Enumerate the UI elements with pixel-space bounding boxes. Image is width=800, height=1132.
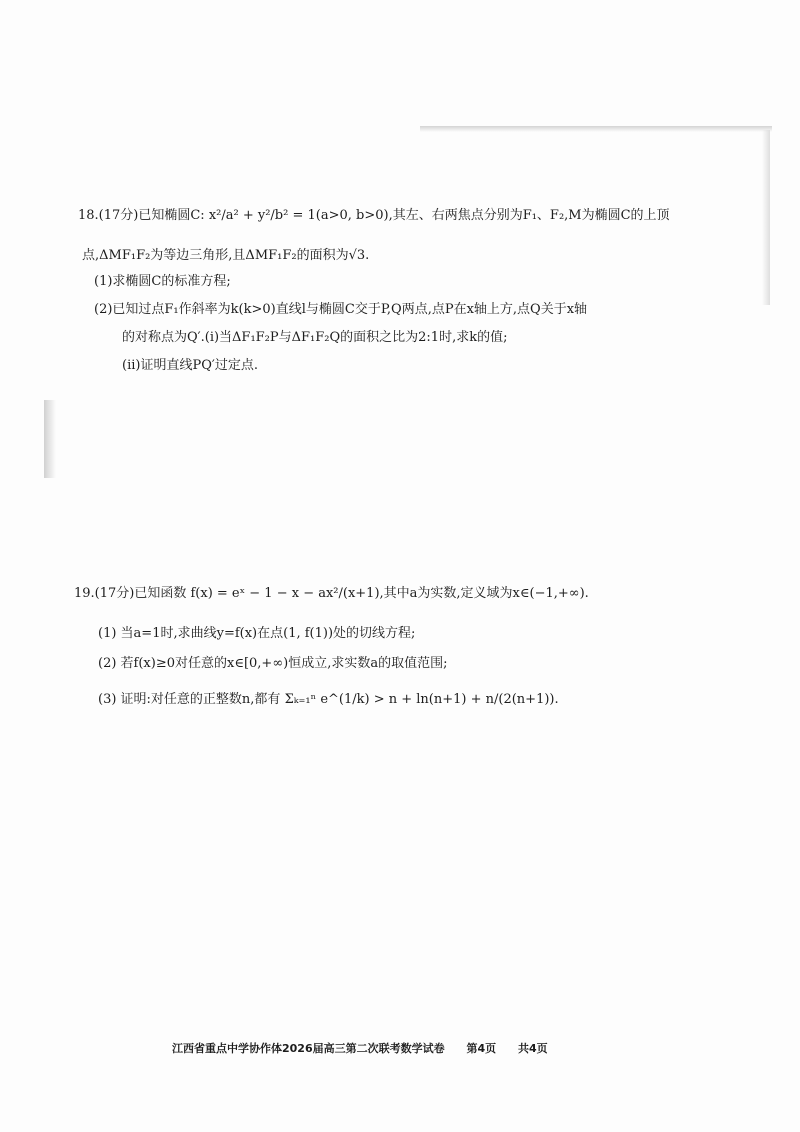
page-footer [172,1040,566,1056]
page-total: 共4页 [517,1042,548,1055]
q19-part2: (2) 若f(x)≥0对任意的x∈[0,+∞)恒成立,求实数a的取值范围; [98,656,448,671]
page-edge-right [762,130,770,305]
q18-part2-line2: 的对称点为Q′.(i)当ΔF₁F₂P与ΔF₁F₂Q的面积之比为2:1时,求k的值; [122,330,508,345]
page-edge-left [44,400,56,478]
exam-title: 江西省重点中学协作体2026届高三第二次联考数学试卷 [172,1042,445,1055]
page-number: 第4页 [466,1042,497,1055]
q18-stem-line1: 18.(17分)已知椭圆C: x²/a² + y²/b² = 1(a>0, b>0),其左、右两焦点分别为F₁、F₂,M为椭圆C的上顶 [78,208,670,223]
page-edge-top [420,126,772,132]
q18-part2-line1: (2)已知过点F₁作斜率为k(k>0)直线l与椭圆C交于P,Q两点,点P在x轴上方,点Q关于x轴 [94,302,588,317]
q18-stem-line2: 点,ΔMF₁F₂为等边三角形,且ΔMF₁F₂的面积为√3. [82,248,370,263]
q19-part3: (3) 证明:对任意的正整数n,都有 Σₖ₌₁ⁿ e^(1/k) > n + ln(n+1) + n/(2(n+1)). [98,692,559,707]
q18-part2-line3: (ii)证明直线PQ′过定点. [122,358,258,373]
q19-stem: 19.(17分)已知函数 f(x) = eˣ − 1 − x − ax²/(x+1),其中a为实数,定义域为x∈(−1,+∞). [74,586,589,601]
q19-part1: (1) 当a=1时,求曲线y=f(x)在点(1, f(1))处的切线方程; [98,626,416,641]
q18-part1: (1)求椭圆C的标准方程; [94,274,231,289]
